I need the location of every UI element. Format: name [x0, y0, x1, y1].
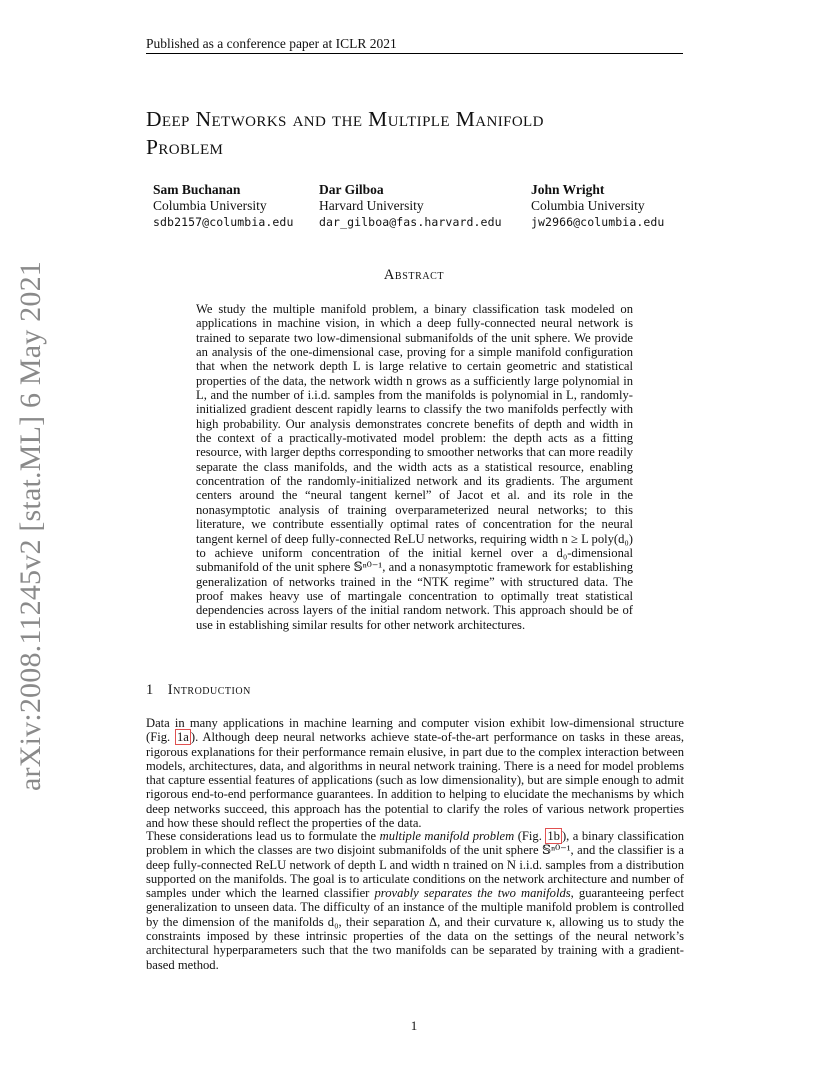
intro-paragraph-1: [146, 716, 684, 830]
author-affiliation: Columbia University: [531, 198, 645, 213]
paragraph-text: These considerations lead us to formulate the: [146, 829, 380, 843]
author-name: Sam Buchanan: [153, 182, 241, 197]
author-3: [531, 182, 664, 230]
running-header: Published as a conference paper at ICLR 2021: [146, 36, 397, 51]
section-title: Introduction: [167, 682, 251, 698]
emphasis-term: provably separates the two manifolds: [374, 886, 571, 901]
title-line-2: Problem: [146, 135, 224, 159]
author-2: [319, 182, 502, 230]
header-rule: [146, 53, 683, 54]
author-name: John Wright: [531, 182, 605, 197]
abstract-heading: Abstract: [383, 267, 445, 283]
paragraph-text: , guaranteeing perfect generalization to unseen data. The difficulty of an instance of the multiple manifold problem is controlled by the dimension of the manifolds d₀, their separation Δ, and their curvature κ, allowing us to study the constraints imposed by these intrinsic properties of the data on the settings of the neural network’s architectural hyperparameters such that the two manifolds can be separated by training with a gradient-based method.: [146, 886, 684, 972]
intro-paragraph-2: [146, 829, 684, 972]
arxiv-sidebar: [4, 261, 58, 791]
emphasis-term: multiple manifold problem: [379, 829, 515, 843]
paragraph-text: Data in many applications in machine learning and computer vision exhibit low-dimensional structure (Fig.: [146, 716, 684, 745]
figure-ref-1a[interactable]: 1a: [177, 730, 189, 745]
paragraph-text: (Fig.: [514, 829, 546, 843]
paragraph-text: ). Although deep neural networks achieve state-of-the-art performance on tasks in these areas, rigorous explanations for their performance remain elusive, in part due to the complex interaction between models, architectures, data, and algorithms in neural network training. There is a need for model problems that capture essential features of applications (such as low dimensionality), but are simple enough to admit rigorous end-to-end performance guarantees. In addition to helping to elucidate the mechanisms by which deep networks succeed, this approach has the potential to clarify the roles of various network properties and how these should reflect the properties of the data.: [146, 730, 685, 831]
page-number: 1: [410, 1018, 418, 1033]
author-affiliation: Columbia University: [153, 198, 267, 213]
title-line-1: Deep Networks and the Multiple Manifold: [146, 107, 544, 131]
paper-title: [146, 105, 706, 161]
author-1: [153, 182, 293, 230]
author-name: Dar Gilboa: [319, 182, 384, 197]
section-heading: [146, 682, 251, 699]
section-number: 1: [146, 682, 154, 698]
paragraph-text: ), a binary classification problem in which the classes are two disjoint submanifolds of the unit sphere 𝕊ⁿ⁰⁻¹, and the classifier is a deep fully-connected ReLU network of depth L and width n trained on N i.i.d. samples from a distribution supported on the manifolds. The goal is to articulate conditions on the network architecture and number of samples under which the learned classifier: [146, 829, 685, 901]
author-email[interactable]: sdb2157@columbia.edu: [153, 215, 294, 229]
author-affiliation: Harvard University: [319, 198, 424, 213]
figure-ref-1b[interactable]: 1b: [547, 829, 560, 843]
author-email[interactable]: jw2966@columbia.edu: [531, 215, 665, 229]
abstract-text: We study the multiple manifold problem, a binary classification task modeled on applications in machine vision, in which a deep fully-connected neural network is trained to separate two low-dimensional submanifolds of the unit sphere. We provide an analysis of the one-dimensional case, proving for a simple manifold configuration that when the network depth L is large relative to certain geometric and statistical properties of the data, the network width n grows as a sufficiently large polynomial in L, and the number of i.i.d. samples from the manifolds is polynomial in L, randomly-initialized gradient descent rapidly learns to classify the two manifolds perfectly with high probability. Our analysis demonstrates concrete benefits of depth and width in the context of a practically-motivated model problem: the depth acts as a fitting resource, with larger depths corresponding to smoother networks that can more readily separate the class manifolds, and the width acts as a statistical resource, enabling concentration of the randomly-initialized network and its gradients. The argument centers around the “neural tangent kernel” of Jacot et al. and its role in the nonasymptotic analysis of training overparameterized neural networks; to this literature, we contribute essentially optimal rates of concentration for the neural tangent kernel of deep fully-connected ReLU networks, requiring width n ≥ L poly(d₀) to achieve uniform concentration of the initial kernel over a d₀-dimensional submanifold of the unit sphere 𝕊ⁿ⁰⁻¹, and a nonasymptotic framework for establishing generalization of networks trained in the “NTK regime” with structured data. The proof makes heavy use of martingale concentration to optimally treat statistical dependencies across layers of the initial random network. This approach should be of use in establishing similar results for other network architectures.: [196, 302, 633, 632]
author-email[interactable]: dar_gilboa@fas.harvard.edu: [319, 215, 502, 229]
arxiv-identifier: arXiv:2008.11245v2 [stat.ML] 6 May 2021: [14, 261, 47, 791]
